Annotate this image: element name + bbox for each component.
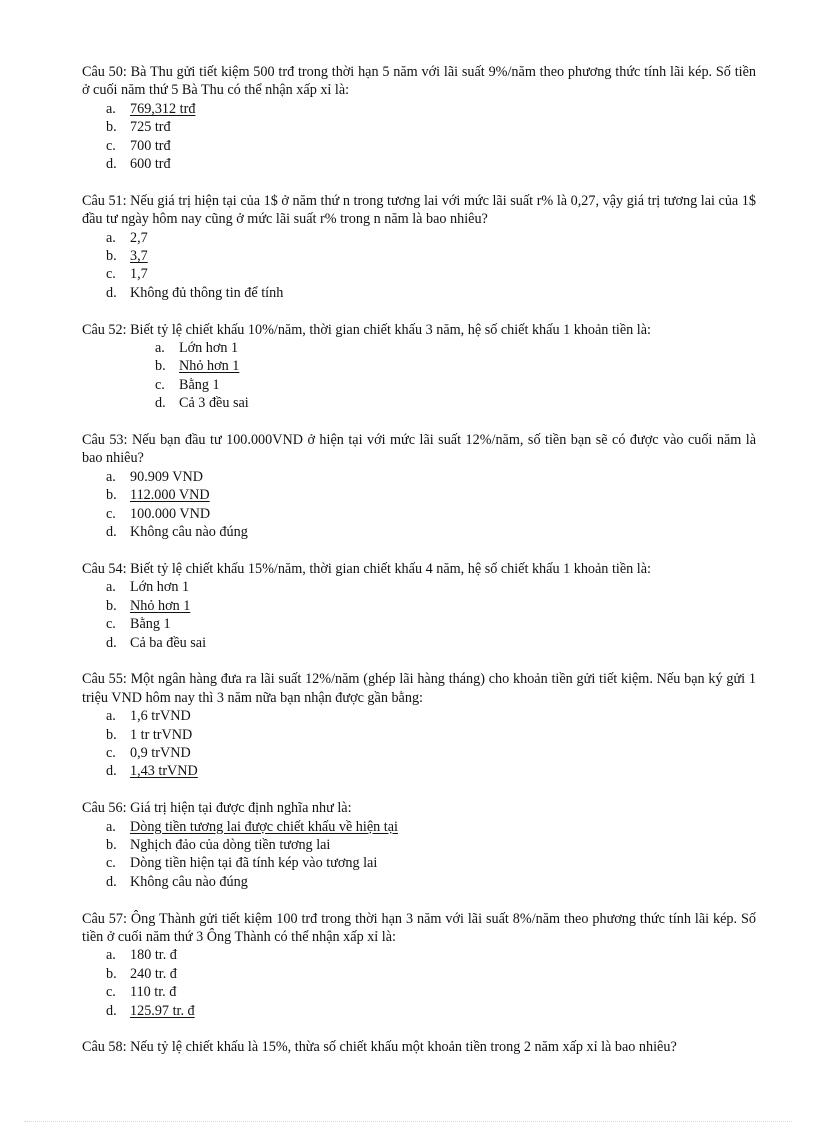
question-52 xyxy=(82,321,756,413)
question-stem: Câu 55: Một ngân hàng đưa ra lãi suất 12%/năm (ghép lãi hàng tháng) cho khoản tiền gửi tiết kiệm. Nếu bạn ký gửi 1 triệu VND hôm nay thì 3 năm nữa bạn nhận được gần bằng: xyxy=(82,671,756,706)
option-text: Cả 3 đều sai xyxy=(179,395,249,412)
option-text: Lớn hơn 1 xyxy=(130,579,190,596)
option-label: a. xyxy=(106,579,116,596)
page-bottom-divider xyxy=(24,1121,792,1122)
option-label: b. xyxy=(106,726,117,743)
answer-option xyxy=(82,137,756,155)
answer-option xyxy=(82,376,756,394)
option-text: 725 trđ xyxy=(130,119,171,136)
answer-option xyxy=(82,836,756,854)
answer-options xyxy=(82,229,756,303)
option-label: d. xyxy=(106,284,117,301)
option-label: b. xyxy=(155,358,166,375)
option-text: 600 trđ xyxy=(130,156,171,173)
answer-option xyxy=(82,744,756,762)
question-stem: Câu 52: Biết tỷ lệ chiết khấu 10%/năm, thời gian chiết khấu 3 năm, hệ số chiết khấu 1 khoản tiền là: xyxy=(82,321,651,338)
question-56 xyxy=(82,799,756,891)
answer-option xyxy=(82,118,756,136)
option-label: d. xyxy=(106,524,117,541)
option-text: 240 tr. đ xyxy=(130,965,177,982)
option-label: c. xyxy=(106,266,116,283)
answer-option xyxy=(82,707,756,725)
option-label: d. xyxy=(106,1002,117,1019)
answer-option xyxy=(82,983,756,1001)
option-text-underlined: 769,312 trđ xyxy=(130,100,196,117)
option-text: 110 tr. đ xyxy=(130,984,177,1001)
option-text: 0,9 trVND xyxy=(130,744,191,761)
option-text-underlined: 1,43 trVND xyxy=(130,763,198,780)
answer-options xyxy=(82,818,756,892)
option-label: b. xyxy=(106,965,117,982)
option-text-underlined: Nhỏ hơn 1 xyxy=(179,358,240,375)
answer-option xyxy=(82,1002,756,1020)
option-text: 90.909 VND xyxy=(130,468,204,485)
answer-options xyxy=(82,707,756,781)
answer-option xyxy=(82,762,756,780)
question-54 xyxy=(82,560,756,652)
question-55 xyxy=(82,670,756,780)
answer-option xyxy=(82,247,756,265)
option-text: 1,6 trVND xyxy=(130,708,191,725)
answer-option xyxy=(82,873,756,891)
option-label: c. xyxy=(155,376,165,393)
option-label: d. xyxy=(106,763,117,780)
option-text: Bằng 1 xyxy=(179,376,220,393)
option-label: a. xyxy=(106,468,116,485)
option-text-underlined: Nhỏ hơn 1 xyxy=(130,597,191,614)
option-label: c. xyxy=(106,505,116,522)
question-stem: Câu 56: Giá trị hiện tại được định nghĩa như là: xyxy=(82,800,352,817)
answer-option xyxy=(82,394,756,412)
question-stem: Câu 51: Nếu giá trị hiện tại của 1$ ở năm thứ n trong tương lai với mức lãi suất r% là 0,27, vậy giá trị tương lai của 1$ đầu tư ngày hôm nay cũng ở mức lãi suất r% trong n năm là bao nhiêu? xyxy=(82,192,756,228)
answer-option xyxy=(82,468,756,486)
question-50 xyxy=(82,63,756,173)
answer-option xyxy=(82,523,756,541)
answer-option xyxy=(82,597,756,615)
answer-option xyxy=(82,100,756,118)
option-label: c. xyxy=(106,616,116,633)
option-text-underlined: 125.97 tr. đ xyxy=(130,1002,195,1019)
answer-option xyxy=(82,155,756,173)
answer-option xyxy=(82,505,756,523)
option-text-underlined: Dòng tiền tương lai được chiết khấu về hiện tại xyxy=(130,818,398,835)
answer-options xyxy=(82,578,756,652)
option-text: Lớn hơn 1 xyxy=(179,340,239,357)
option-text: Bằng 1 xyxy=(130,616,171,633)
question-51 xyxy=(82,192,756,302)
option-text: 700 trđ xyxy=(130,137,171,154)
option-label: b. xyxy=(106,248,117,265)
answer-option xyxy=(82,946,756,964)
option-label: a. xyxy=(106,947,116,964)
option-text: Không câu nào đúng xyxy=(130,873,248,890)
answer-option xyxy=(82,726,756,744)
option-label: c. xyxy=(106,744,116,761)
option-text: Nghịch đảo của dòng tiền tương lai xyxy=(130,836,331,853)
option-label: c. xyxy=(106,855,116,872)
option-label: c. xyxy=(106,984,116,1001)
question-stem: Câu 50: Bà Thu gửi tiết kiệm 500 trđ trong thời hạn 5 năm với lãi suất 9%/năm theo phương thức tính lãi kép. Số tiền ở cuối năm thứ 5 Bà Thu có thể nhận xấp xỉ là: xyxy=(82,64,756,99)
option-label: a. xyxy=(106,708,116,725)
option-label: c. xyxy=(106,137,116,154)
option-text: Không câu nào đúng xyxy=(130,524,248,541)
answer-options xyxy=(82,468,756,542)
option-label: b. xyxy=(106,597,117,614)
option-text: 100.000 VND xyxy=(130,505,211,522)
answer-option xyxy=(82,854,756,872)
question-53 xyxy=(82,431,756,541)
option-text: 2,7 xyxy=(130,229,148,246)
answer-option xyxy=(82,229,756,247)
answer-option xyxy=(82,357,756,375)
option-label: a. xyxy=(155,340,165,357)
option-text-underlined: 3,7 xyxy=(130,248,148,265)
answer-option xyxy=(82,578,756,596)
question-stem: Câu 58: Nếu tỷ lệ chiết khấu là 15%, thừa số chiết khấu một khoản tiền trong 2 năm xấp xỉ là bao nhiêu? xyxy=(82,1039,677,1056)
answer-options xyxy=(82,100,756,174)
option-label: a. xyxy=(106,100,116,117)
option-text: 1 tr trVND xyxy=(130,726,193,743)
document-page xyxy=(82,63,756,1075)
option-label: d. xyxy=(106,156,117,173)
option-label: b. xyxy=(106,836,117,853)
answer-option xyxy=(82,339,756,357)
option-text: 180 tr. đ xyxy=(130,947,177,964)
option-label: d. xyxy=(155,395,166,412)
answer-options xyxy=(82,339,756,413)
answer-option xyxy=(82,265,756,283)
option-label: d. xyxy=(106,873,117,890)
answer-option xyxy=(82,615,756,633)
option-text: Không đủ thông tin để tính xyxy=(130,284,284,301)
question-stem: Câu 53: Nếu bạn đầu tư 100.000VND ở hiện tại với mức lãi suất 12%/năm, số tiền bạn sẽ có được vào cuối năm là bao nhiêu? xyxy=(82,432,756,467)
question-58 xyxy=(82,1038,756,1056)
answer-options xyxy=(82,946,756,1020)
option-text: Cả ba đều sai xyxy=(130,634,207,651)
option-text-underlined: 112.000 VND xyxy=(130,487,210,504)
answer-option xyxy=(82,486,756,504)
question-stem: Câu 54: Biết tỷ lệ chiết khấu 15%/năm, thời gian chiết khấu 4 năm, hệ số chiết khấu 1 khoản tiền là: xyxy=(82,560,651,577)
question-stem: Câu 57: Ông Thành gửi tiết kiệm 100 trđ trong thời hạn 3 năm với lãi suất 8%/năm theo phương thức tính lãi kép. Số tiền ở cuối năm thứ 3 Ông Thành có thể nhận xấp xỉ là: xyxy=(82,910,756,945)
option-label: d. xyxy=(106,634,117,651)
option-label: a. xyxy=(106,229,116,246)
answer-option xyxy=(82,284,756,302)
option-label: a. xyxy=(106,818,116,835)
question-57 xyxy=(82,910,756,1020)
answer-option xyxy=(82,818,756,836)
option-label: b. xyxy=(106,119,117,136)
answer-option xyxy=(82,634,756,652)
option-text: Dòng tiền hiện tại đã tính kép vào tương lai xyxy=(130,855,378,872)
option-label: b. xyxy=(106,487,117,504)
answer-option xyxy=(82,965,756,983)
option-text: 1,7 xyxy=(130,266,148,283)
